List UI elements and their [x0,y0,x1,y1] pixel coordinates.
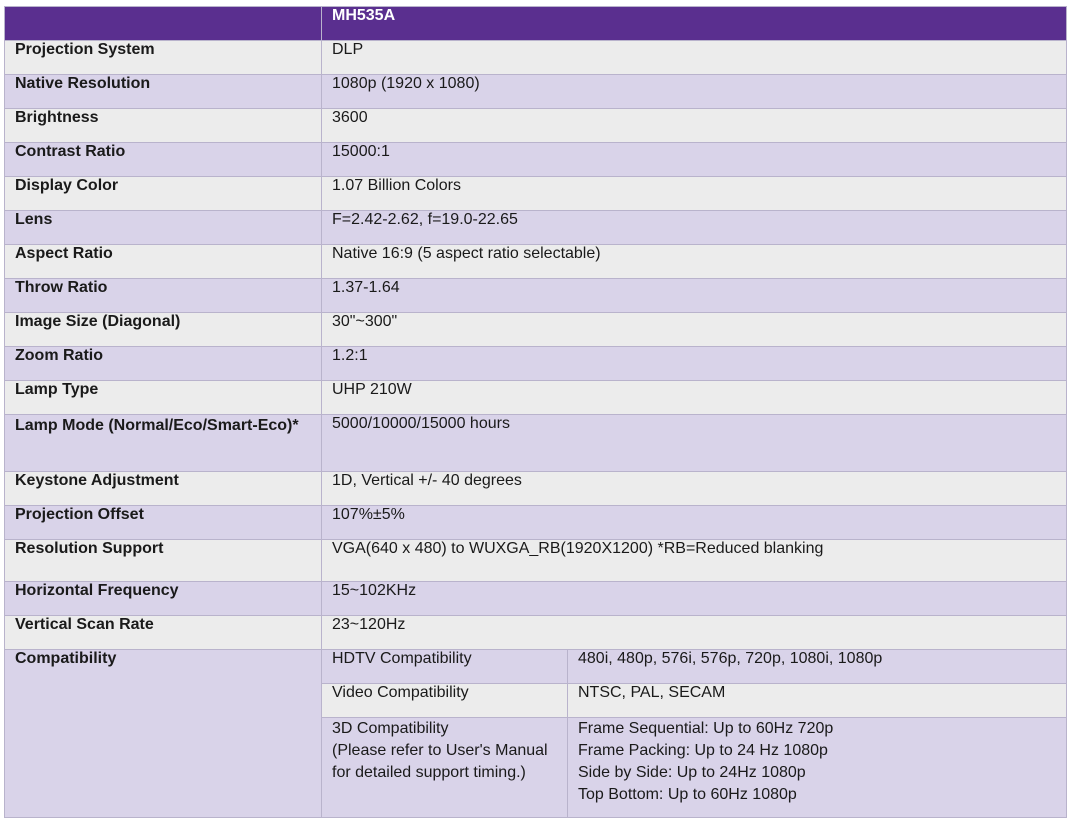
table-row [5,472,1067,506]
table-row [5,415,1067,472]
row-label: Zoom Ratio [5,347,322,381]
row-label: Keystone Adjustment [5,472,322,506]
table-row [5,245,1067,279]
compat-item-value: NTSC, PAL, SECAM [568,684,1067,718]
row-label: Image Size (Diagonal) [5,313,322,347]
row-label: Lamp Mode (Normal/Eco/Smart-Eco)* [5,415,322,472]
table-row [5,143,1067,177]
row-label: Vertical Scan Rate [5,616,322,650]
row-label: Contrast Ratio [5,143,322,177]
table-row [5,211,1067,245]
row-label: Projection Offset [5,506,322,540]
compat-item-name: 3D Compatibility (Please refer to User's Manual for detailed support timing.) [322,718,568,818]
header-blank-cell [5,7,322,41]
compat-item-value: Frame Sequential: Up to 60Hz 720p Frame Packing: Up to 24 Hz 1080p Side by Side: Up to 24Hz 1080p Top Bottom: Up to 60Hz 1080p [568,718,1067,818]
row-value: 15000:1 [322,143,1067,177]
row-label: Projection System [5,41,322,75]
row-label: Lens [5,211,322,245]
row-value: 15~102KHz [322,582,1067,616]
row-value: 23~120Hz [322,616,1067,650]
table-row [5,506,1067,540]
row-value: VGA(640 x 480) to WUXGA_RB(1920X1200) *RB=Reduced blanking [322,540,1067,582]
table-row [5,347,1067,381]
table-row [5,109,1067,143]
row-label: Brightness [5,109,322,143]
spec-table [4,6,1067,818]
row-value: 3600 [322,109,1067,143]
table-row [5,75,1067,109]
row-label: Resolution Support [5,540,322,582]
table-row [5,41,1067,75]
table-row [5,540,1067,582]
row-value: DLP [322,41,1067,75]
table-row [5,279,1067,313]
compatibility-row [5,650,1067,684]
row-value: 107%±5% [322,506,1067,540]
row-value: Native 16:9 (5 aspect ratio selectable) [322,245,1067,279]
compat-item-value: 480i, 480p, 576i, 576p, 720p, 1080i, 1080p [568,650,1067,684]
table-row [5,177,1067,211]
table-row [5,313,1067,347]
table-row [5,616,1067,650]
row-label: Display Color [5,177,322,211]
row-value: 1D, Vertical +/- 40 degrees [322,472,1067,506]
row-value: 1080p (1920 x 1080) [322,75,1067,109]
row-label: Native Resolution [5,75,322,109]
row-label: Throw Ratio [5,279,322,313]
table-header-row [5,7,1067,41]
model-header: MH535A [322,7,1067,41]
row-value: 1.07 Billion Colors [322,177,1067,211]
row-value: 30"~300" [322,313,1067,347]
table-row [5,582,1067,616]
row-value: UHP 210W [322,381,1067,415]
compat-item-name: HDTV Compatibility [322,650,568,684]
row-value: 1.37-1.64 [322,279,1067,313]
compatibility-label: Compatibility [5,650,322,818]
row-label: Aspect Ratio [5,245,322,279]
row-value: 5000/10000/15000 hours [322,415,1067,472]
row-label: Lamp Type [5,381,322,415]
row-label: Horizontal Frequency [5,582,322,616]
row-value: F=2.42-2.62, f=19.0-22.65 [322,211,1067,245]
table-row [5,381,1067,415]
row-value: 1.2:1 [322,347,1067,381]
compat-item-name: Video Compatibility [322,684,568,718]
